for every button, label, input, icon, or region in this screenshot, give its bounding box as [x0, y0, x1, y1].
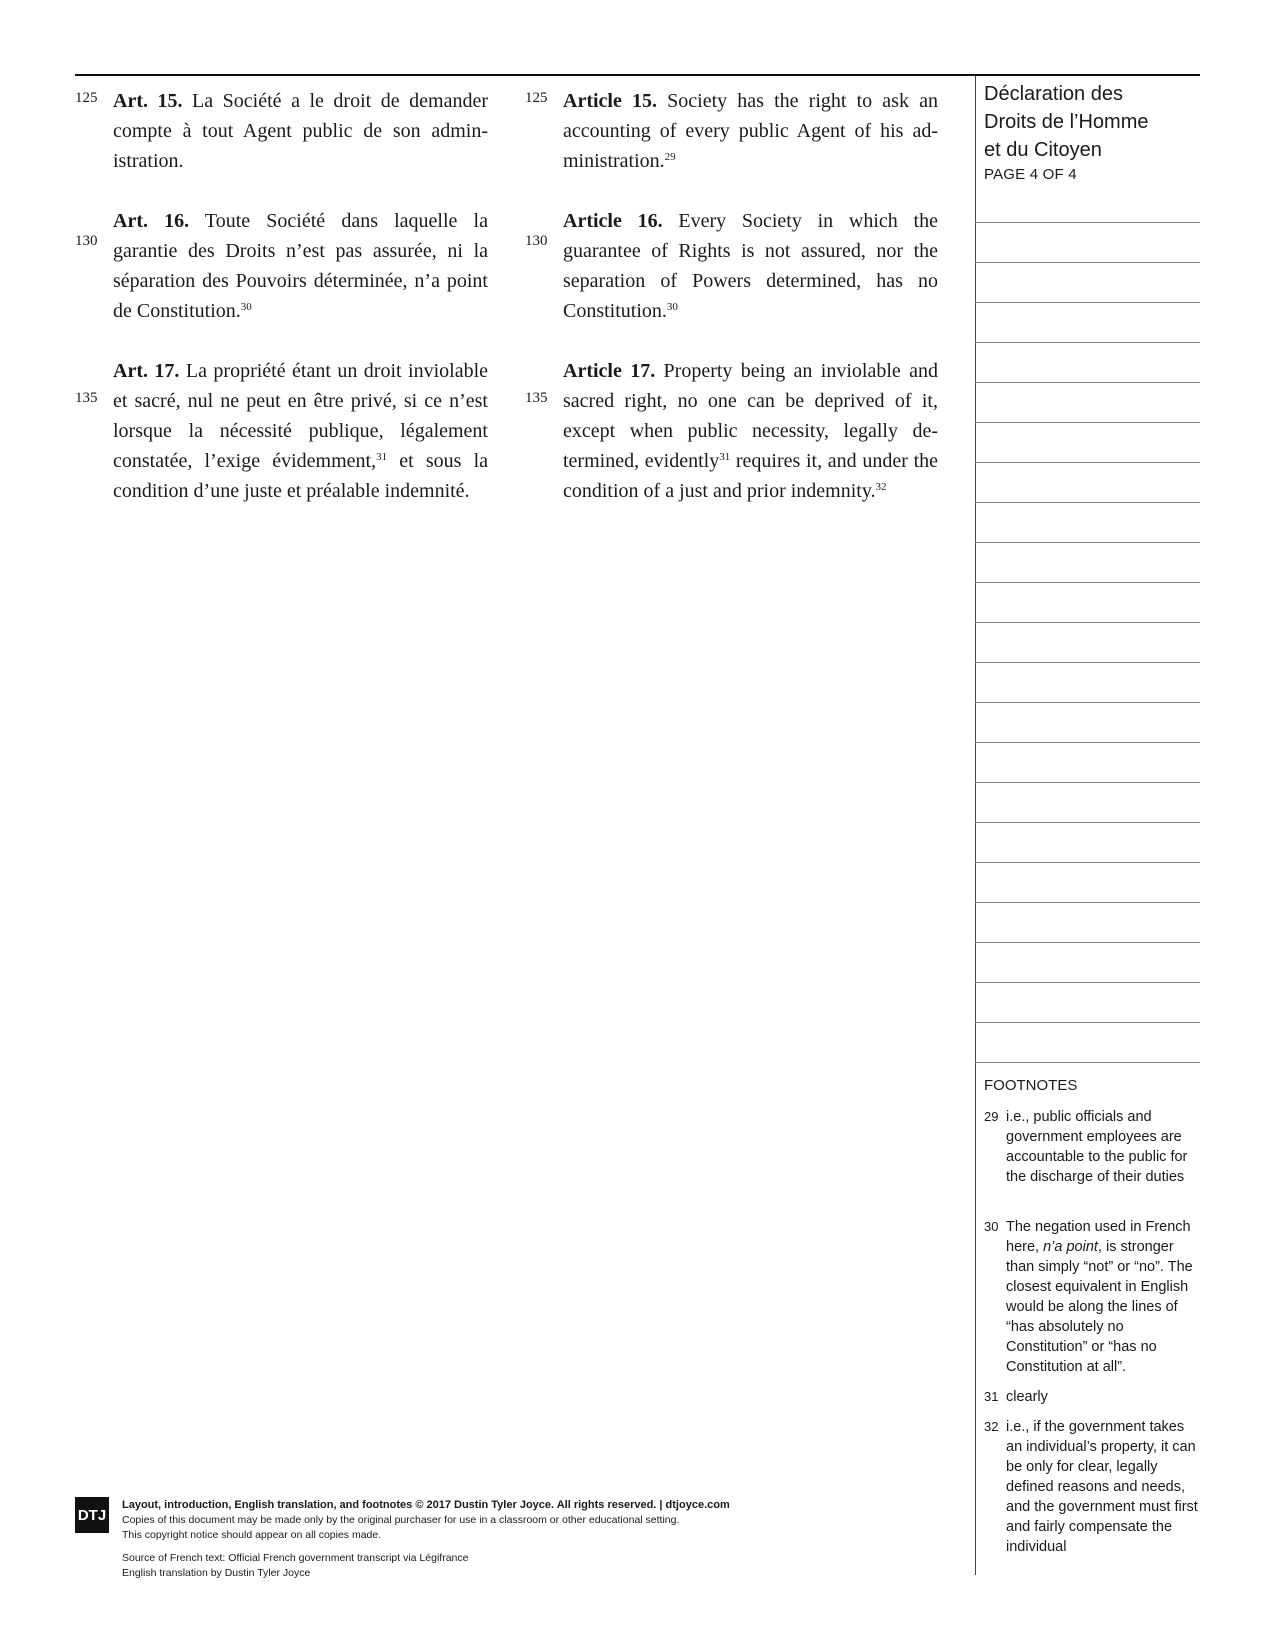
english-article-16 [563, 206, 938, 326]
footnote-31 [984, 1387, 1199, 1407]
footnote-text [1006, 1217, 1199, 1377]
footnote-number: 31 [984, 1389, 999, 1404]
footnotes-heading: FOOTNOTES [984, 1077, 1078, 1094]
footnote-30 [984, 1217, 1199, 1377]
note-line [975, 862, 1200, 863]
line-number: 130 [75, 233, 98, 249]
footer [122, 1498, 842, 1581]
french-article-17 [113, 356, 488, 506]
article-text: Toute Société dans laquelle la garantie des Droits n’est pas assurée, ni la séparation des Pouvoirs déterminée, n’a point de Constitution. [113, 210, 488, 322]
footnote-ref: 31 [376, 451, 388, 463]
line-number: 135 [525, 390, 548, 406]
article-text-continued: requires it, and under the condition of a just and prior indemnity. [563, 450, 939, 502]
article-text: La propriété étant un droit inviolable et sacré, nul ne peut en être privé, si ce n’est lorsque la nécessité publique, légalement constatée, l’exige évidemment, [113, 360, 489, 472]
note-line [975, 342, 1200, 343]
footnote-number: 32 [984, 1419, 999, 1434]
copies-notice-2: This copyright notice should appear on all copies made. [122, 1529, 382, 1541]
page-indicator: PAGE 4 OF 4 [984, 166, 1077, 183]
translation-credit: English translation by Dustin Tyler Joyce [122, 1567, 311, 1579]
dtj-logo: DTJ [75, 1497, 109, 1533]
article-heading: Article 16. [563, 210, 663, 232]
title-line: Droits de l’Homme [984, 111, 1149, 133]
article-text: Every Society in which the guarantee of Rights is not assured, nor the separation of Powers determined, has no Constitution. [563, 210, 938, 322]
footnote-ref: 30 [666, 301, 678, 313]
document-title [984, 80, 1194, 164]
article-heading: Article 15. [563, 90, 657, 112]
footnote-text: i.e., public officials and government employees are accountable to the public for the discharge of their duties [1006, 1109, 1188, 1185]
note-line [975, 1022, 1200, 1023]
top-rule [75, 74, 1200, 76]
footnote-ref: 30 [240, 301, 252, 313]
footnote-ref: 29 [664, 151, 676, 163]
note-line [975, 942, 1200, 943]
article-text: Society has the right to ask an accounting of every public Agent of his administration. [563, 90, 938, 172]
footnote-29 [984, 1107, 1199, 1187]
note-line [975, 982, 1200, 983]
article-heading: Art. 15. [113, 90, 183, 112]
footnote-text-part: , is stronger than simply “not” or “no”. The closest equivalent in English would be along the lines of “has absolutely no Constitution” or “has no Constitution at all”. [1006, 1239, 1193, 1375]
french-article-16 [113, 206, 488, 326]
english-article-17 [563, 356, 938, 506]
sidebar-divider [975, 76, 976, 1575]
line-number: 135 [75, 390, 98, 406]
copies-notice: Copies of this document may be made only by the original purchaser for use in a classroom or other educational setting. [122, 1514, 680, 1526]
note-line [975, 702, 1200, 703]
line-number: 125 [525, 90, 548, 106]
note-line [975, 622, 1200, 623]
article-heading: Art. 17. [113, 360, 180, 382]
note-line [975, 422, 1200, 423]
note-line [975, 542, 1200, 543]
french-article-15 [113, 86, 488, 176]
note-line [975, 822, 1200, 823]
footnote-number: 29 [984, 1109, 999, 1124]
note-line [975, 902, 1200, 903]
copyright-line: Layout, introduction, English translation, and footnotes © 2017 Dustin Tyler Joyce. All rights reserved. | dtjoyce.com [122, 1499, 730, 1511]
footnote-italic: n’a point [1043, 1239, 1098, 1255]
footnote-number: 30 [984, 1219, 999, 1234]
line-number: 130 [525, 233, 548, 249]
footnote-text-part: The negation used in French here, [1006, 1219, 1191, 1255]
note-line [975, 222, 1200, 223]
footnote-ref: 31 [719, 451, 731, 463]
footnote-32 [984, 1417, 1199, 1557]
note-line [975, 582, 1200, 583]
note-line [975, 782, 1200, 783]
line-number: 125 [75, 90, 98, 106]
note-line [975, 1062, 1200, 1063]
title-line: et du Citoyen [984, 139, 1102, 161]
source-line: Source of French text: Official French government transcript via Légifrance [122, 1552, 469, 1564]
note-line [975, 262, 1200, 263]
title-line: Déclaration des [984, 83, 1123, 105]
footnote-text: i.e., if the government takes an individual’s property, it can be only for clear, legally defined reasons and needs, and the government must first and fairly compensate the individual [1006, 1419, 1198, 1555]
article-heading: Art. 16. [113, 210, 190, 232]
note-line [975, 382, 1200, 383]
article-heading: Article 17. [563, 360, 656, 382]
note-line [975, 662, 1200, 663]
english-article-15 [563, 86, 938, 176]
article-text: Property being an inviolable and sacred right, no one can be deprived of it, except when public necessity, legally determined, evidently [563, 360, 938, 472]
note-line [975, 742, 1200, 743]
note-line [975, 302, 1200, 303]
article-text-continued: et sous la condition d’une juste et préalable indemnité. [113, 450, 489, 502]
note-line [975, 462, 1200, 463]
article-text: La Société a le droit de demander compte à tout Agent public de son administration. [113, 90, 488, 172]
footnote-ref: 32 [875, 481, 887, 493]
note-line [975, 502, 1200, 503]
footnote-text: clearly [1006, 1389, 1048, 1405]
